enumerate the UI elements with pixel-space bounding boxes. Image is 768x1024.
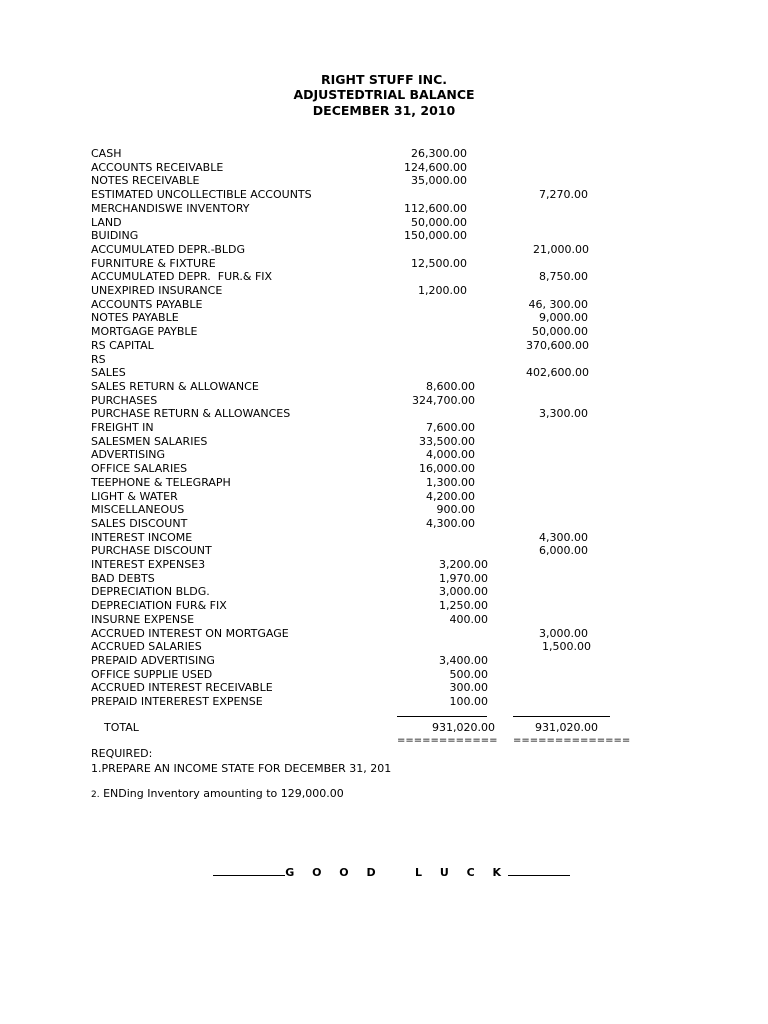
account-name: SALES RETURN & ALLOWANCE — [91, 379, 259, 393]
debit-amount: 100.00 — [449, 695, 488, 708]
credit-amount: 3,300.00 — [539, 407, 588, 421]
account-name: ACCRUED SALARIES — [91, 640, 202, 654]
debit-amount: 1,250.00 — [439, 599, 488, 613]
required-item-2-number: 2. — [91, 790, 100, 800]
account-name: PREPAID INTEREREST EXPENSE — [91, 695, 263, 708]
ledger-row — [0, 366, 768, 380]
ledger-row — [0, 325, 768, 339]
debit-amount: 124,600.00 — [404, 160, 467, 174]
debit-amount: 7,600.00 — [426, 421, 475, 434]
footer-line-right — [508, 865, 570, 876]
ledger-row — [0, 407, 768, 421]
account-name: LIGHT & WATER — [91, 489, 178, 503]
report-date: DECEMBER 31, 2010 — [312, 103, 456, 118]
ledger-row — [0, 681, 768, 695]
account-name: ESTIMATED UNCOLLECTIBLE ACCOUNTS — [91, 188, 312, 202]
ledger-row — [0, 243, 768, 257]
required-item-2-text: ENDing Inventory amounting to 129,000.00 — [103, 787, 344, 800]
ledger-row — [0, 216, 768, 230]
account-name: BAD DEBTS — [91, 571, 155, 585]
debit-amount: 12,500.00 — [411, 256, 467, 270]
ledger-row — [0, 531, 768, 545]
credit-amount: 46, 300.00 — [528, 297, 588, 311]
account-name: DEPRECIATION BLDG. — [91, 585, 210, 599]
account-name: ADVERTISING — [91, 448, 166, 462]
ledger-row — [0, 353, 768, 367]
ledger-row — [0, 544, 768, 558]
credit-amount: 21,000.00 — [533, 242, 589, 256]
account-name: NOTES RECEIVABLE — [91, 174, 200, 188]
credit-amount: 3,000.00 — [539, 626, 588, 640]
ledger-row — [0, 517, 768, 531]
ledger-row — [0, 188, 768, 202]
debit-amount: 300.00 — [449, 681, 488, 695]
debit-amount: 3,400.00 — [439, 653, 488, 667]
credit-amount: 7,270.00 — [539, 188, 588, 202]
account-name: FURNITURE & FIXTURE — [91, 256, 216, 270]
footer-text: G O O D L U C K — [285, 866, 509, 879]
ledger-row — [0, 585, 768, 599]
ledger-row — [0, 640, 768, 654]
credit-amount: 8,750.00 — [539, 270, 588, 284]
ledger-row — [0, 462, 768, 476]
account-name: SALES DISCOUNT — [91, 516, 188, 530]
ledger-row — [0, 257, 768, 271]
account-name: MERCHANDISWE INVENTORY — [91, 201, 250, 215]
ledger-row — [0, 490, 768, 504]
ledger-row — [0, 599, 768, 613]
debit-amount: 26,300.00 — [411, 147, 467, 160]
debit-amount: 4,200.00 — [426, 489, 475, 503]
debit-amount: 4,000.00 — [426, 448, 475, 462]
debit-amount: 324,700.00 — [412, 393, 475, 407]
account-name: ACCRUED INTEREST RECEIVABLE — [91, 681, 273, 695]
ledger-row — [0, 558, 768, 572]
ledger-row — [0, 161, 768, 175]
debit-amount: 1,970.00 — [439, 571, 488, 585]
ledger-row — [0, 668, 768, 682]
account-name: LAND — [91, 215, 122, 229]
account-name: TEEPHONE & TELEGRAPH — [91, 475, 231, 489]
debit-amount: 1,300.00 — [426, 475, 475, 489]
ledger-row — [0, 572, 768, 586]
ledger-row — [0, 394, 768, 408]
debit-double-rule: ============ — [397, 735, 498, 746]
ledger-row — [0, 654, 768, 668]
account-name: INTEREST EXPENSE3 — [91, 558, 206, 571]
account-name: INSURNE EXPENSE — [91, 612, 195, 626]
debit-amount: 150,000.00 — [404, 229, 467, 243]
debit-amount: 3,000.00 — [439, 585, 488, 599]
required-item-1: 1.PREPARE AN INCOME STATE FOR DECEMBER 31, 201 — [91, 762, 392, 775]
credit-double-rule: ============== — [513, 735, 631, 746]
required-item-2 — [91, 787, 344, 802]
account-name: PURCHASES — [91, 393, 158, 407]
ledger-row — [0, 695, 768, 709]
account-name: MORTGAGE PAYBLE — [91, 325, 198, 339]
debit-amount: 50,000.00 — [411, 215, 467, 229]
total-row — [0, 721, 768, 735]
required-heading: REQUIRED: — [91, 747, 153, 760]
debit-amount: 500.00 — [449, 667, 488, 681]
debit-amount: 35,000.00 — [411, 174, 467, 188]
ledger-row — [0, 503, 768, 517]
debit-amount: 1,200.00 — [418, 284, 467, 297]
account-name: ACCOUNTS PAYABLE — [91, 297, 203, 311]
credit-total-rule — [513, 716, 610, 717]
account-name: DEPRECIATION FUR& FIX — [91, 599, 227, 613]
ledger-row — [0, 421, 768, 435]
credit-amount: 6,000.00 — [539, 544, 588, 558]
debit-total-rule — [397, 716, 487, 717]
credit-amount: 370,600.00 — [526, 338, 589, 352]
ledger-row — [0, 311, 768, 325]
debit-amount: 33,500.00 — [419, 434, 475, 448]
account-name: MISCELLANEOUS — [91, 503, 185, 517]
total-debit: 931,020.00 — [432, 721, 495, 734]
ledger-row — [0, 270, 768, 284]
debit-amount: 3,200.00 — [439, 558, 488, 571]
debit-amount: 16,000.00 — [419, 462, 475, 476]
footer-line-left — [213, 865, 285, 876]
ledger-row — [0, 202, 768, 216]
credit-amount: 4,300.00 — [539, 530, 588, 544]
account-name: SALESMEN SALARIES — [91, 434, 208, 448]
account-name: FREIGHT IN — [91, 421, 154, 434]
account-name: NOTES PAYABLE — [91, 311, 179, 325]
report-title: ADJUSTEDTRIAL BALANCE — [293, 87, 475, 102]
account-name: ACCUMULATED DEPR. FUR.& FIX — [91, 270, 273, 284]
debit-amount: 8,600.00 — [426, 379, 475, 393]
ledger-row — [0, 476, 768, 490]
ledger-row — [0, 627, 768, 641]
debit-amount: 400.00 — [449, 612, 488, 626]
account-name: ACCRUED INTEREST ON MORTGAGE — [91, 626, 289, 640]
account-name: UNEXPIRED INSURANCE — [91, 284, 223, 297]
account-name: ACCUMULATED DEPR.-BLDG — [91, 242, 246, 256]
account-name: OFFICE SUPPLIE USED — [91, 667, 213, 681]
ledger-row — [0, 380, 768, 394]
account-name: ACCOUNTS RECEIVABLE — [91, 160, 224, 174]
ledger-row — [0, 435, 768, 449]
ledger-row — [0, 339, 768, 353]
account-name: CASH — [91, 147, 122, 160]
credit-amount: 1,500.00 — [542, 640, 591, 654]
ledger-row — [0, 613, 768, 627]
ledger-row — [0, 174, 768, 188]
account-name: RS — [91, 352, 106, 366]
account-name: SALES — [91, 366, 126, 380]
debit-amount: 112,600.00 — [404, 201, 467, 215]
ledger-row — [0, 147, 768, 161]
debit-amount: 4,300.00 — [426, 516, 475, 530]
account-name: PURCHASE RETURN & ALLOWANCES — [91, 407, 291, 421]
account-name: PREPAID ADVERTISING — [91, 653, 215, 667]
ledger-row — [0, 284, 768, 298]
account-name: OFFICE SALARIES — [91, 462, 188, 476]
credit-amount: 9,000.00 — [539, 311, 588, 325]
ledger-row — [0, 229, 768, 243]
ledger-row — [0, 448, 768, 462]
credit-amount: 50,000.00 — [532, 325, 588, 339]
account-name: RS CAPITAL — [91, 338, 154, 352]
ledger-row — [0, 298, 768, 312]
account-name: INTEREST INCOME — [91, 530, 193, 544]
good-luck-footer — [0, 852, 768, 892]
account-name: PURCHASE DISCOUNT — [91, 544, 212, 558]
total-label: TOTAL — [104, 721, 139, 734]
account-name: BUIDING — [91, 229, 139, 243]
total-credit: 931,020.00 — [535, 721, 598, 734]
debit-amount: 900.00 — [436, 503, 475, 517]
company-name: RIGHT STUFF INC. — [320, 72, 448, 87]
credit-amount: 402,600.00 — [526, 366, 589, 380]
